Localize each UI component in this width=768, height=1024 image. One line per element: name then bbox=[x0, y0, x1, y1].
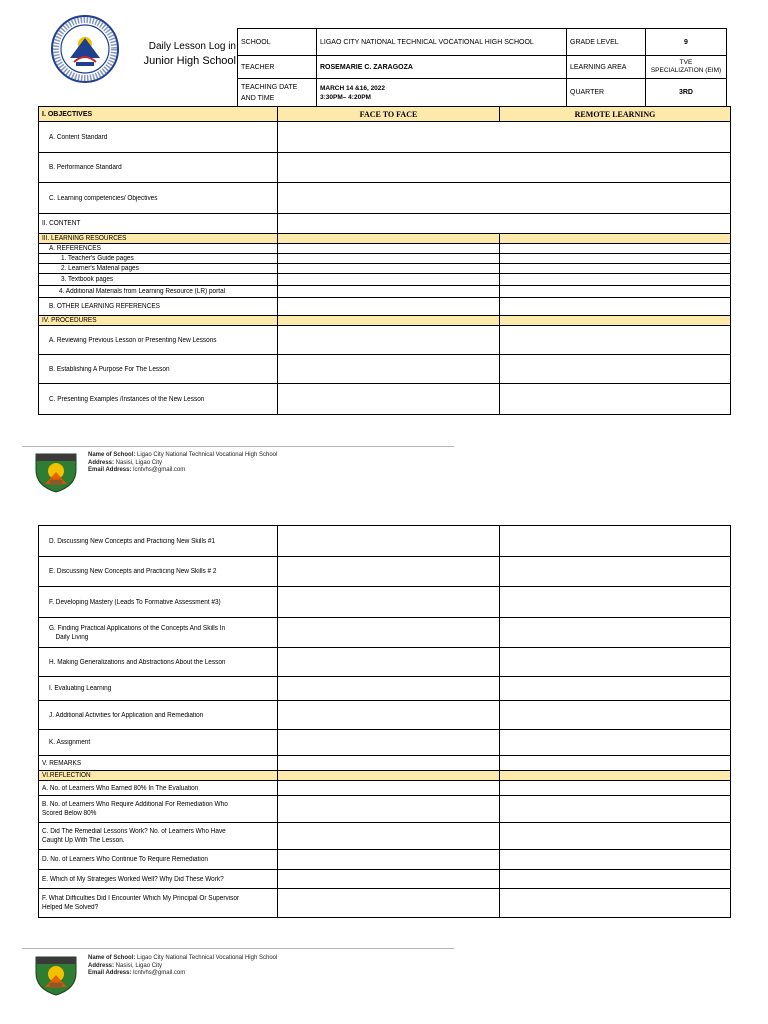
references-face-cell[interactable] bbox=[278, 244, 500, 254]
area-value bbox=[646, 56, 727, 79]
proc-f-label: F. Developing Mastery (Leads To Formative Assessment #3) bbox=[39, 587, 278, 618]
teacher-value: ROSEMARIE C. ZARAGOZA bbox=[317, 56, 567, 79]
procedures-heading: IV. PROCEDURES bbox=[39, 316, 278, 326]
proc-e-label: E. Discussing New Concepts and Practicing New Skills # 2 bbox=[39, 557, 278, 587]
proc-d-label: D. Discussing New Concepts and Practicing New Skills #1 bbox=[39, 526, 278, 557]
proc-g-remote-cell[interactable] bbox=[500, 618, 731, 648]
resources-face-cell bbox=[278, 234, 500, 244]
date-value-1: MARCH 14 &16, 2022 bbox=[320, 84, 386, 92]
ref-f-remote-cell[interactable] bbox=[500, 889, 731, 918]
remarks-remote-cell[interactable] bbox=[500, 756, 731, 771]
ref-f-label: F. What Difficulties Did I Encounter Which My Principal Or Supervisor Helped Me Solved? bbox=[39, 889, 278, 918]
content-label: II. CONTENT bbox=[39, 214, 278, 234]
remote-learning-heading: REMOTE LEARNING bbox=[500, 107, 731, 122]
school-logo-1 bbox=[33, 450, 79, 494]
proc-c-face-cell[interactable] bbox=[278, 384, 500, 415]
proc-b-label: B. Establishing A Purpose For The Lesson bbox=[39, 355, 278, 384]
learners-material-remote-cell[interactable] bbox=[500, 264, 731, 274]
other-references-face-cell[interactable] bbox=[278, 298, 500, 316]
footer-info-1 bbox=[88, 452, 277, 475]
lesson-table-part1 bbox=[38, 106, 731, 415]
additional-materials-label: 4. Additional Materials from Learning Resource (LR) portal bbox=[39, 286, 278, 298]
content-standard-label: A. Content Standard bbox=[39, 122, 278, 153]
content-cell[interactable] bbox=[278, 214, 731, 234]
proc-k-face-cell[interactable] bbox=[278, 730, 500, 756]
competencies-cell[interactable] bbox=[278, 183, 731, 214]
proc-j-remote-cell[interactable] bbox=[500, 701, 731, 730]
proc-h-label: H. Making Generalizations and Abstractions About the Lesson bbox=[39, 648, 278, 677]
proc-i-label: I. Evaluating Learning bbox=[39, 677, 278, 701]
footer-divider-2 bbox=[22, 948, 454, 949]
footer-address-line: Address: Nasisi, Ligao City bbox=[88, 459, 163, 466]
ref-d-label: D. No. of Learners Who Continue To Require Remediation bbox=[39, 850, 278, 870]
textbook-remote-cell[interactable] bbox=[500, 274, 731, 286]
grade-value: 9 bbox=[646, 29, 727, 56]
date-label-2: AND TIME bbox=[241, 94, 275, 102]
proc-e-face-cell[interactable] bbox=[278, 557, 500, 587]
footer-email-line: Email Address: lcntvhs@gmail.com bbox=[88, 970, 186, 976]
teacher-label: TEACHER bbox=[238, 56, 317, 79]
proc-c-remote-cell[interactable] bbox=[500, 384, 731, 415]
proc-d-remote-cell[interactable] bbox=[500, 526, 731, 557]
content-standard-cell[interactable] bbox=[278, 122, 731, 153]
ref-e-face-cell[interactable] bbox=[278, 870, 500, 889]
proc-a-remote-cell[interactable] bbox=[500, 326, 731, 355]
proc-k-label: K. Assignment bbox=[39, 730, 278, 756]
proc-f-remote-cell[interactable] bbox=[500, 587, 731, 618]
reflection-face-cell bbox=[278, 771, 500, 781]
proc-h-face-cell[interactable] bbox=[278, 648, 500, 677]
teachers-guide-remote-cell[interactable] bbox=[500, 254, 731, 264]
footer-email-line: Email Address: lcntvhs@gmail.com bbox=[88, 467, 186, 473]
footer-divider-1 bbox=[22, 446, 454, 447]
ref-a-face-cell[interactable] bbox=[278, 781, 500, 796]
deped-seal bbox=[50, 14, 120, 84]
reflection-heading: VI.REFLECTION bbox=[39, 771, 278, 781]
proc-i-remote-cell[interactable] bbox=[500, 677, 731, 701]
ref-b-face-cell[interactable] bbox=[278, 796, 500, 823]
area-value-1: TVE bbox=[679, 59, 693, 66]
school-label: SCHOOL bbox=[238, 29, 317, 56]
proc-h-remote-cell[interactable] bbox=[500, 648, 731, 677]
quarter-label: QUARTER bbox=[567, 79, 646, 107]
ref-a-remote-cell[interactable] bbox=[500, 781, 731, 796]
school-logo-2 bbox=[33, 953, 79, 997]
other-references-label: B. OTHER LEARNING REFERENCES bbox=[39, 298, 278, 316]
procedures-face-cell bbox=[278, 316, 500, 326]
school-logo-icon bbox=[33, 953, 79, 997]
additional-materials-face-cell[interactable] bbox=[278, 286, 500, 298]
proc-i-face-cell[interactable] bbox=[278, 677, 500, 701]
learning-resources-heading: III. LEARNING RESOURCES bbox=[39, 234, 278, 244]
ref-d-face-cell[interactable] bbox=[278, 850, 500, 870]
footer-info-2 bbox=[88, 955, 277, 978]
proc-g-label: G. Finding Practical Applications of the Concepts And Skills In Daily Living bbox=[39, 618, 278, 648]
ref-d-remote-cell[interactable] bbox=[500, 850, 731, 870]
textbook-label: 3. Textbook pages bbox=[39, 274, 278, 286]
proc-a-face-cell[interactable] bbox=[278, 326, 500, 355]
date-value-2: 3:30PM– 4:20PM bbox=[320, 93, 371, 101]
resources-remote-cell bbox=[500, 234, 731, 244]
ref-b-remote-cell[interactable] bbox=[500, 796, 731, 823]
deped-seal-icon bbox=[50, 14, 120, 84]
additional-materials-remote-cell[interactable] bbox=[500, 286, 731, 298]
proc-j-label: J. Additional Activities for Application and Remediation bbox=[39, 701, 278, 730]
learners-material-label: 2. Learner's Material pages bbox=[39, 264, 278, 274]
objectives-heading: I. OBJECTIVES bbox=[39, 107, 278, 122]
remarks-face-cell[interactable] bbox=[278, 756, 500, 771]
remarks-label: V. REMARKS bbox=[39, 756, 278, 771]
learners-material-face-cell[interactable] bbox=[278, 264, 500, 274]
ref-c-label: C. Did The Remedial Lessons Work? No. of Learners Who Have Caught Up With The Lesson. bbox=[39, 823, 278, 850]
dll-title bbox=[128, 40, 236, 68]
footer-address-line: Address: Nasisi, Ligao City bbox=[88, 962, 163, 969]
textbook-face-cell[interactable] bbox=[278, 274, 500, 286]
proc-k-remote-cell[interactable] bbox=[500, 730, 731, 756]
references-label: A. REFERENCES bbox=[39, 244, 278, 254]
competencies-label: C. Learning competencies/ Objectives bbox=[39, 183, 278, 214]
teachers-guide-label: 1. Teacher's Guide pages bbox=[39, 254, 278, 264]
reflection-remote-cell bbox=[500, 771, 731, 781]
quarter-value: 3RD bbox=[646, 79, 727, 107]
date-label bbox=[238, 79, 317, 107]
title-line-2: Junior High School bbox=[143, 55, 236, 67]
area-label: LEARNING AREA bbox=[567, 56, 646, 79]
proc-a-label: A. Reviewing Previous Lesson or Presenting New Lessons bbox=[39, 326, 278, 355]
proc-d-face-cell[interactable] bbox=[278, 526, 500, 557]
lesson-table-part2 bbox=[38, 525, 731, 918]
performance-standard-label: B. Performance Standard bbox=[39, 153, 278, 183]
proc-c-label: C. Presenting Examples /Instances of the New Lesson bbox=[39, 384, 278, 415]
date-value bbox=[317, 79, 567, 107]
proc-j-face-cell[interactable] bbox=[278, 701, 500, 730]
title-line-1: Daily Lesson Log in bbox=[148, 41, 236, 52]
teachers-guide-face-cell[interactable] bbox=[278, 254, 500, 264]
school-value: LIGAO CITY NATIONAL TECHNICAL VOCATIONAL HIGH SCHOOL bbox=[317, 29, 567, 56]
references-remote-cell[interactable] bbox=[500, 244, 731, 254]
proc-b-face-cell[interactable] bbox=[278, 355, 500, 384]
proc-b-remote-cell[interactable] bbox=[500, 355, 731, 384]
school-logo-icon bbox=[33, 450, 79, 494]
header-info-table bbox=[237, 28, 727, 107]
area-value-2: SPECIALIZATION (EIM) bbox=[650, 67, 722, 74]
proc-e-remote-cell[interactable] bbox=[500, 557, 731, 587]
footer-name-line: Name of School: Ligao City National Technical Vocational High School bbox=[88, 452, 278, 458]
performance-standard-cell[interactable] bbox=[278, 153, 731, 183]
ref-b-label: B. No. of Learners Who Require Additional For Remediation Who Scored Below 80% bbox=[39, 796, 278, 823]
other-references-remote-cell[interactable] bbox=[500, 298, 731, 316]
procedures-remote-cell bbox=[500, 316, 731, 326]
ref-e-label: E. Which of My Strategies Worked Well? Why Did These Work? bbox=[39, 870, 278, 889]
grade-label: GRADE LEVEL bbox=[567, 29, 646, 56]
ref-e-remote-cell[interactable] bbox=[500, 870, 731, 889]
date-label-1: TEACHING DATE bbox=[241, 83, 298, 91]
ref-a-label: A. No. of Learners Who Earned 80% In The Evaluation bbox=[39, 781, 278, 796]
ref-c-face-cell[interactable] bbox=[278, 823, 500, 850]
footer-name-line: Name of School: Ligao City National Technical Vocational High School bbox=[88, 955, 278, 961]
face-to-face-heading: FACE TO FACE bbox=[278, 107, 500, 122]
ref-c-remote-cell[interactable] bbox=[500, 823, 731, 850]
proc-g-face-cell[interactable] bbox=[278, 618, 500, 648]
proc-f-face-cell[interactable] bbox=[278, 587, 500, 618]
ref-f-face-cell[interactable] bbox=[278, 889, 500, 918]
